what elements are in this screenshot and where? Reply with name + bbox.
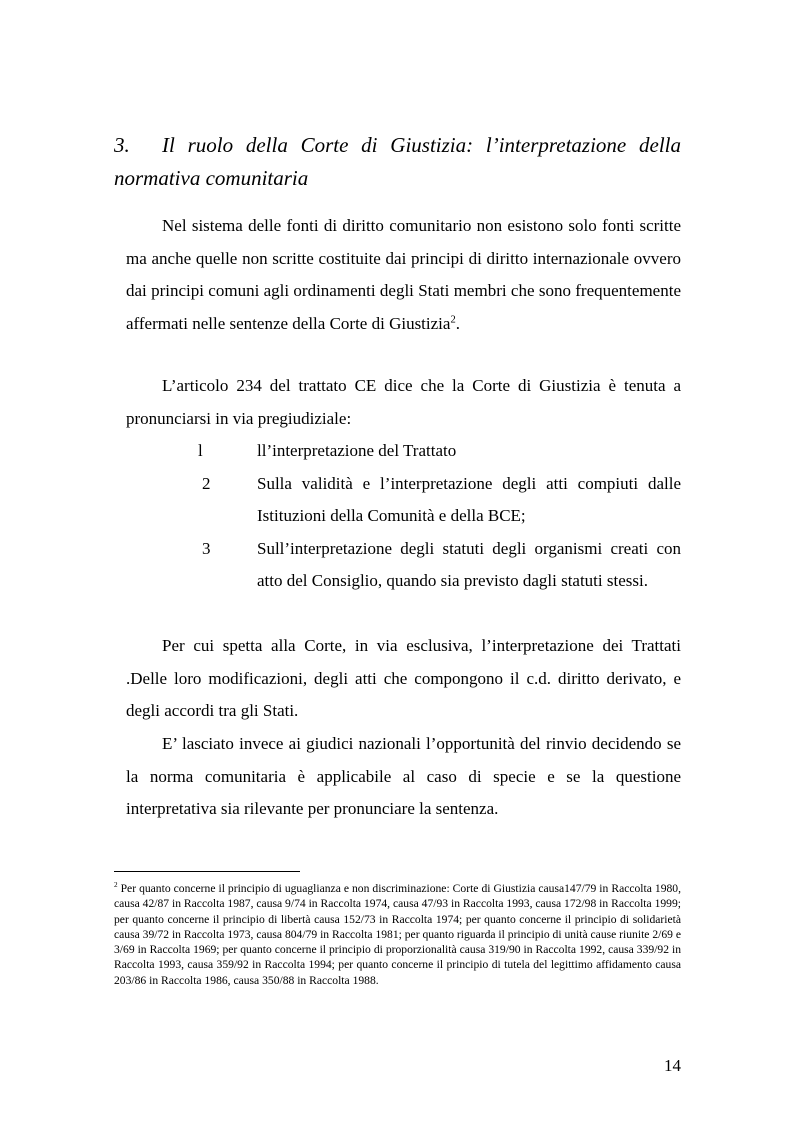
list-item-number: 2 — [202, 473, 211, 493]
list-item-number: l — [198, 441, 203, 460]
paragraph-3: Per cui spetta alla Corte, in via esclusiva, l’interpretazione dei Trattati .Delle loro modificazioni, degli atti che compongono il c.d. diritto derivato, e degli accordi tra gli Stati. — [126, 636, 681, 720]
paragraph-4: E’ lasciato invece ai giudici nazionali l’opportunità del rinvio decidendo se la norma comunitaria è applicabile al caso di specie e se la questione interpretativa sia rilevante per pronunciare la sentenza. — [126, 734, 681, 818]
competence-list — [126, 435, 681, 598]
section-heading-line-2: normativa comunitaria — [114, 166, 309, 190]
footnote-reference[interactable]: 2 — [450, 313, 456, 325]
list-item-number: 3 — [202, 538, 211, 558]
list-item — [126, 468, 681, 533]
footnote-separator — [114, 871, 300, 872]
list-item — [126, 435, 681, 468]
section-heading-line-1 — [114, 129, 681, 162]
list-item-text: ll’interpretazione del Trattato — [257, 441, 457, 460]
section-heading — [114, 129, 681, 195]
list-item — [126, 533, 681, 598]
section-title-part-1: Il ruolo della Corte di Giustizia: l’interpretazione della — [162, 133, 681, 157]
paragraph-1-text: Nel sistema delle fonti di diritto comunitario non esistono solo fonti scritte ma anche quelle non scritte costituite dai principi di diritto internazionale ovvero dai principi comuni agli ordinamenti degli Stati membri che sono frequentemente affermati nelle sentenze della Corte di Giustizia — [126, 216, 681, 333]
list-item-text: Sull’interpretazione degli statuti degli organismi creati con atto del Consiglio, quando sia previsto dagli statuti stessi. — [257, 538, 681, 590]
footnote — [114, 881, 681, 988]
footnote-text: Per quanto concerne il principio di uguaglianza e non discriminazione: Corte di Giustizia causa147/79 in Raccolta 1980, causa 42/87 in Raccolta 1987, causa 9/74 in Raccolta 1974, causa 47/93 in Raccolta 1993, causa 172/98 in Raccolta 1999; per quanto concerne il principio di libertà causa 152/73 in Raccolta 1974; per quanto concerne il principio di solidarietà causa 39/72 in Raccolta 1973, causa 804/79 in Raccolta 1981; per quanto riguarda il principio di unità cause riunite 2/69 e 3/69 in Raccolta 1969; per quanto concerne il principio di proporzionalità causa 319/90 in Raccolta 1992, causa 339/92 in Raccolta 1993, causa 359/92 in Raccolta 1994; per quanto concerne il principio di tutela del legittimo affidamento causa 203/86 in Raccolta 1986, causa 350/88 in Raccolta 1988. — [114, 882, 681, 987]
section-number: 3. — [114, 133, 130, 157]
paragraph-1 — [126, 210, 681, 340]
paragraph-2: L’articolo 234 del trattato CE dice che la Corte di Giustizia è tenuta a pronunciarsi in via pregiudiziale: — [126, 376, 681, 428]
list-item-text: Sulla validità e l’interpretazione degli atti compiuti dalle Istituzioni della Comunità e della BCE; — [257, 473, 681, 525]
paragraph-1-end: . — [455, 313, 460, 333]
page-number: 14 — [664, 1056, 681, 1075]
footnote-marker: 2 — [114, 881, 118, 890]
